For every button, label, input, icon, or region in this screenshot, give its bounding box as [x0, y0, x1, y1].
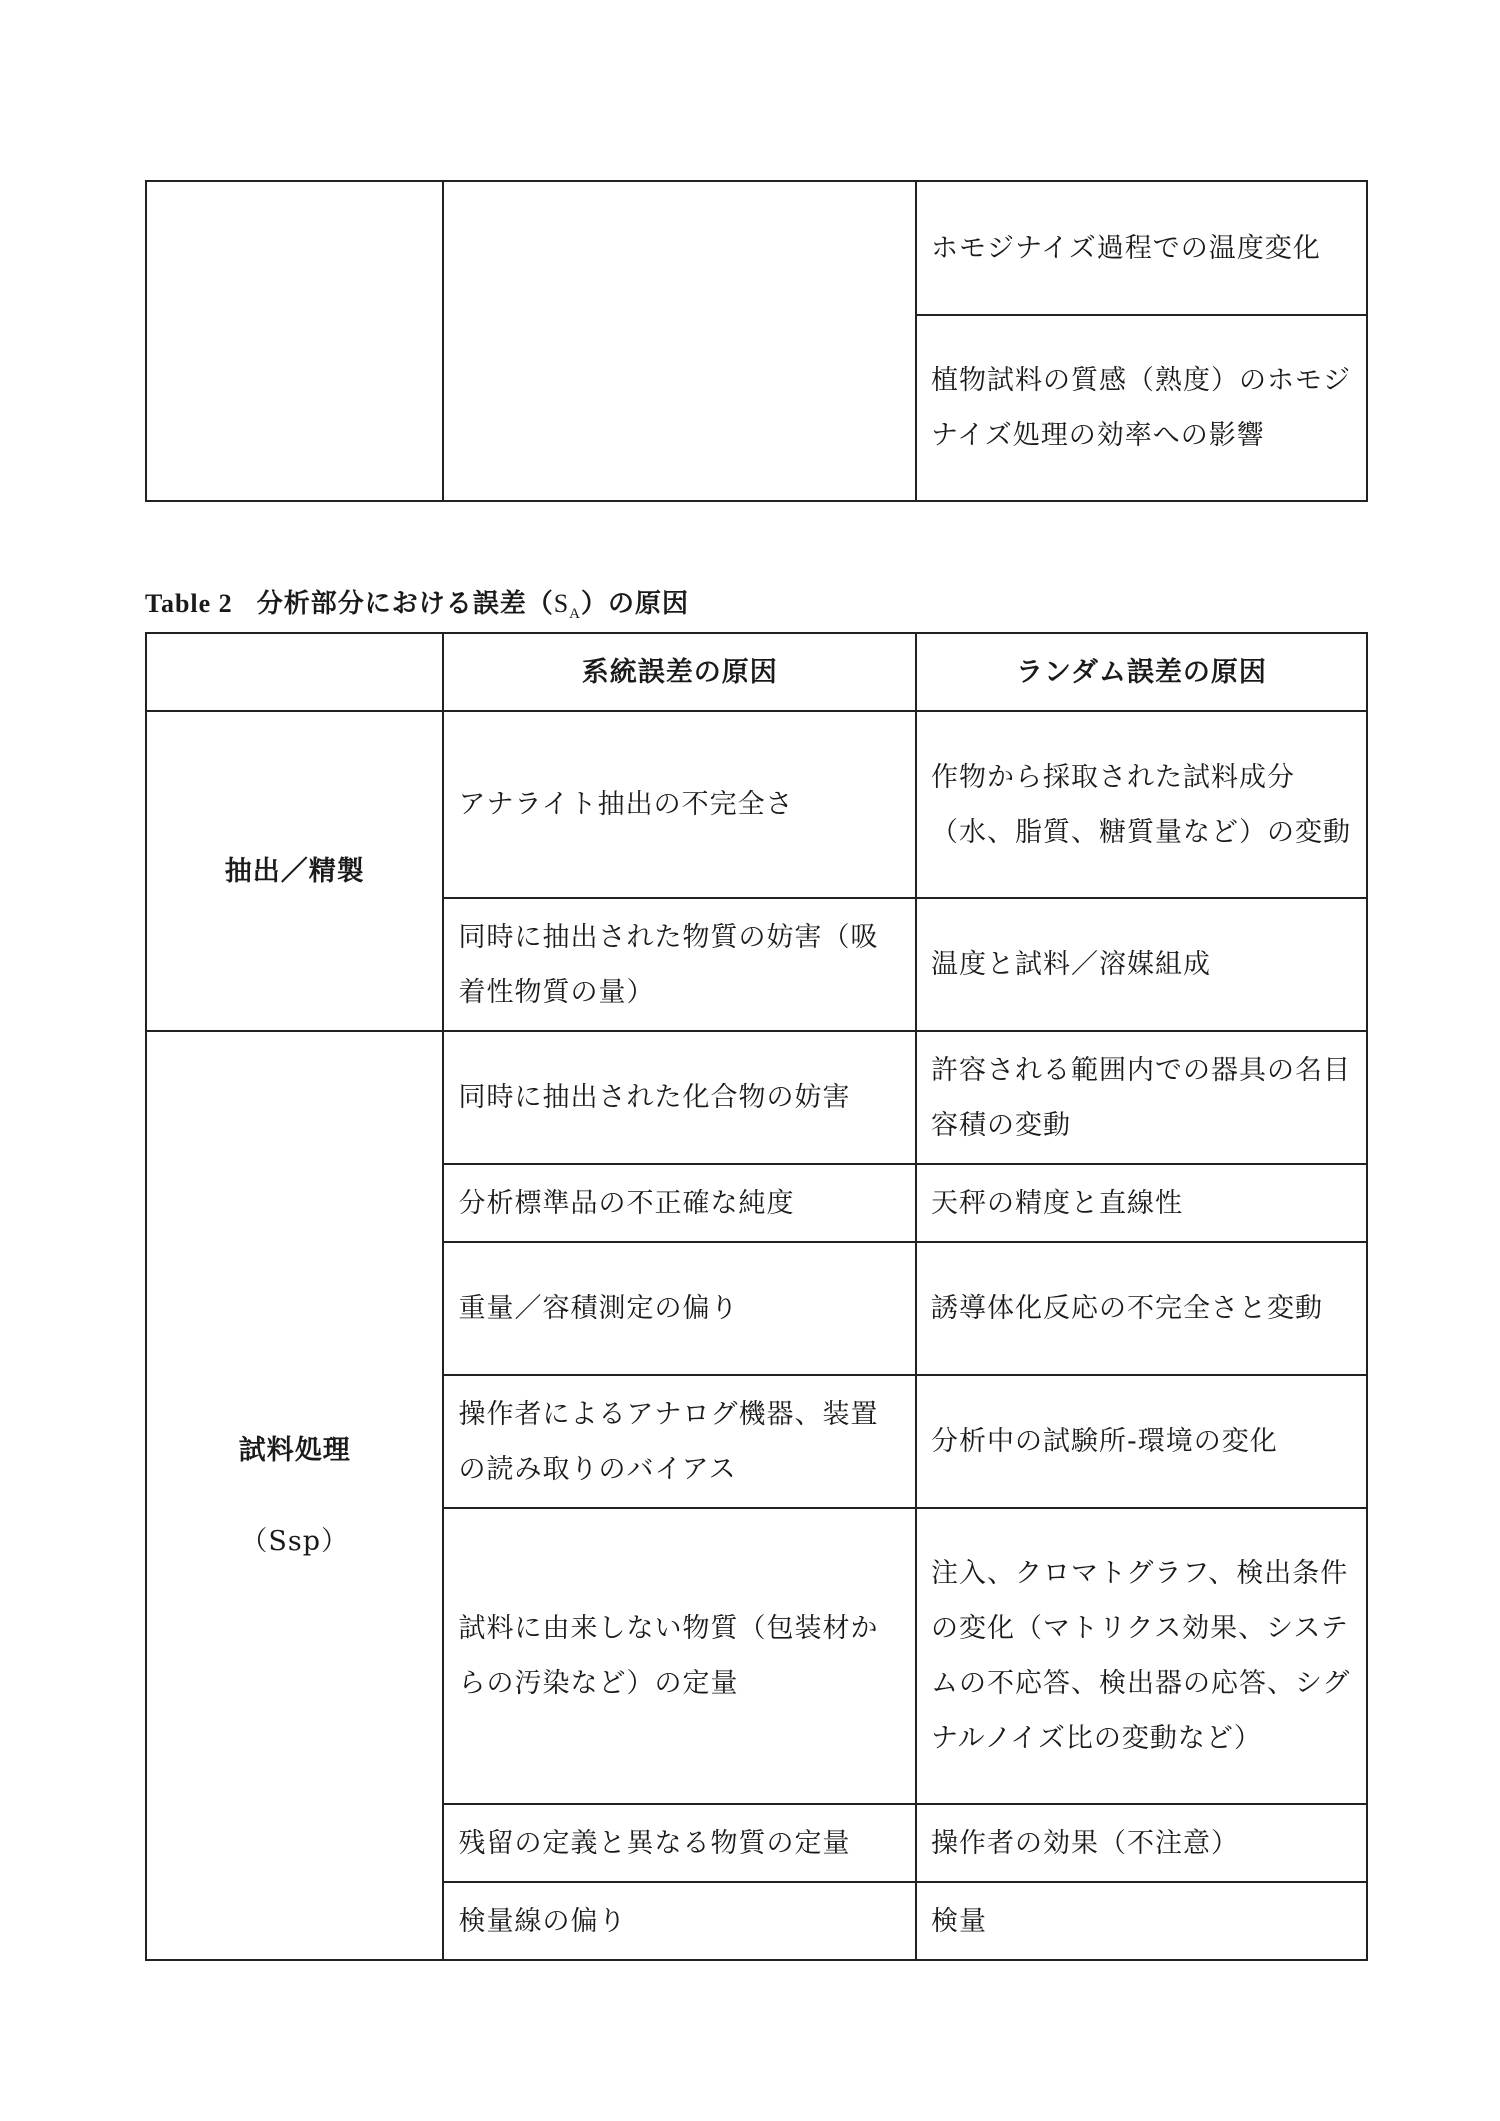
- caption-text-pre: 分析部分における誤差（: [256, 589, 554, 619]
- systematic-cell: アナライト抽出の不完全さ: [443, 711, 916, 898]
- table-caption: [145, 583, 689, 623]
- table-row: [146, 711, 1367, 898]
- table-row: [146, 1031, 1367, 1164]
- table-cell: [146, 181, 443, 501]
- caption-symbol-main: S: [553, 589, 570, 618]
- table-number: Table 2: [145, 589, 233, 618]
- group-label-extraction: 抽出／精製: [146, 711, 443, 1031]
- group-sublabel: （Ssp）: [240, 1525, 350, 1557]
- systematic-cell: 試料に由来しない物質（包装材からの汚染など）の定量: [443, 1508, 916, 1804]
- random-cell: 許容される範囲内での器具の名目容積の変動: [916, 1031, 1367, 1164]
- systematic-cell: 残留の定義と異なる物質の定量: [443, 1804, 916, 1882]
- random-cell: 操作者の効果（不注意）: [916, 1804, 1367, 1882]
- systematic-cell: 分析標準品の不正確な純度: [443, 1164, 916, 1242]
- table-cell: [443, 181, 916, 501]
- random-cell: 天秤の精度と直線性: [916, 1164, 1367, 1242]
- random-cell: 誘導体化反応の不完全さと変動: [916, 1242, 1367, 1375]
- random-cell: 温度と試料／溶媒組成: [916, 898, 1367, 1031]
- group-label-sample-processing: [146, 1031, 443, 1960]
- random-cell: 注入、クロマトグラフ、検出条件の変化（マトリクス効果、システムの不応答、検出器の応答、シグナルノイズ比の変動など）: [916, 1508, 1367, 1804]
- caption-symbol-sub: A: [569, 606, 582, 623]
- random-cell: 作物から採取された試料成分（水、脂質、糖質量など）の変動: [916, 711, 1367, 898]
- systematic-cell: 同時に抽出された化合物の妨害: [443, 1031, 916, 1164]
- caption-text-post: ）の原因: [581, 589, 690, 619]
- header-cell-empty: [146, 633, 443, 711]
- table-row: [146, 181, 1367, 315]
- systematic-cell: 操作者によるアナログ機器、装置の読み取りのバイアス: [443, 1375, 916, 1508]
- random-cell: 検量: [916, 1882, 1367, 1960]
- table-cell: 植物試料の質感（熟度）のホモジナイズ処理の効率への影響: [916, 315, 1367, 501]
- systematic-cell: 同時に抽出された物質の妨害（吸着性物質の量）: [443, 898, 916, 1031]
- error-sources-table: [145, 632, 1368, 1961]
- header-row: [146, 633, 1367, 711]
- random-cell: 分析中の試験所-環境の変化: [916, 1375, 1367, 1508]
- continued-table: [145, 180, 1368, 502]
- header-systematic: 系統誤差の原因: [443, 633, 916, 711]
- caption-symbol: [553, 589, 582, 623]
- systematic-cell: 重量／容積測定の偏り: [443, 1242, 916, 1375]
- systematic-cell: 検量線の偏り: [443, 1882, 916, 1960]
- group-label-text: 試料処理: [238, 1434, 351, 1466]
- header-random: ランダム誤差の原因: [916, 633, 1367, 711]
- table-cell: ホモジナイズ過程での温度変化: [916, 181, 1367, 315]
